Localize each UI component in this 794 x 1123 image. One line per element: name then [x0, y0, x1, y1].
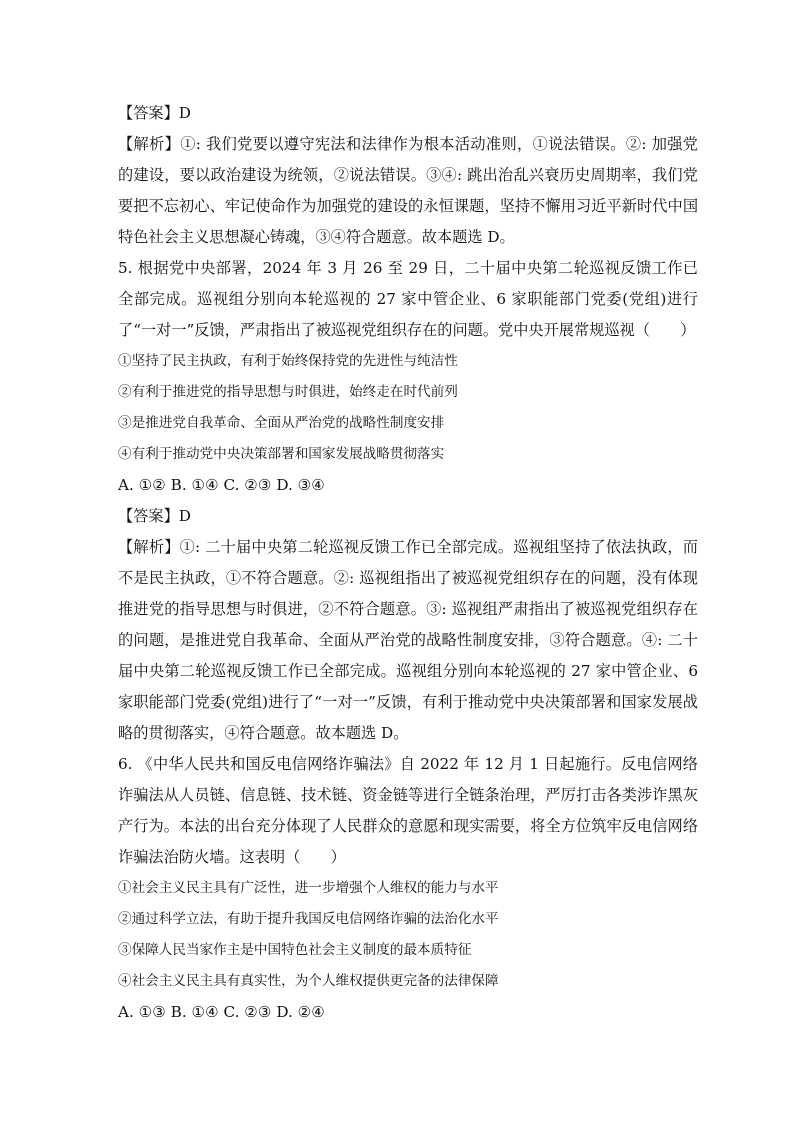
q6-option-2: ②通过科学立法，有助于提升我国反电信网络诈骗的法治化水平	[118, 911, 499, 927]
q5-option-1: ①坚持了民主执政，有利于始终保持党的先进性与纯洁性	[118, 353, 458, 369]
q5-stem: 5. 根据党中央部署，2024 年 3 月 26 至 29 日，二十届中央第二轮巡视反馈工作已全部完成。巡视组分别向本轮巡视的 27 家中管企业、6 家职能部门党委(党组)进行了“一对一”反馈，严肃指出了被巡视党组织存在的问题。党中央开展常规巡视（ ）	[118, 259, 698, 339]
document-page	[118, 98, 698, 1028]
q5-answer: 【答案】D	[118, 507, 191, 525]
q4-analysis: 【解析】①: 我们党要以遵守宪法和法律作为根本活动准则，①说法错误。②: 加强党的建设，要以政治建设为统领，②说法错误。③④: 跳出治乱兴衰历史周期率，我们党要把不忘初心、牢记使命作为加强党的建设的永恒课题，坚持不懈用习近平新时代中国特色社会主义思想凝心铸魂，③④符合题意。故本题选 D。	[118, 135, 698, 246]
q5-choices: A. ①② B. ①④ C. ②③ D. ③④	[118, 476, 325, 494]
q6-choices: A. ①③ B. ①④ C. ②③ D. ②④	[118, 1003, 325, 1021]
q6-option-1: ①社会主义民主具有广泛性，进一步增强个人维权的能力与水平	[118, 880, 499, 896]
q6-option-3: ③保障人民当家作主是中国特色社会主义制度的最本质特征	[118, 942, 472, 958]
q5-option-2: ②有利于推进党的指导思想与时俱进，始终走在时代前列	[118, 384, 458, 400]
q5-option-3: ③是推进党自我革命、全面从严治党的战略性制度安排	[118, 415, 445, 431]
q5-analysis: 【解析】①: 二十届中央第二轮巡视反馈工作已全部完成。巡视组坚持了依法执政，而不是民主执政，①不符合题意。②: 巡视组指出了被巡视党组织存在的问题，没有体现推进党的指导思想与时俱进，②不符合题意。③: 巡视组严肃指出了被巡视党组织存在的问题，是推进党自我革命、全面从严治党的战略性制度安排，③符合题意。④: 二十届中央第二轮巡视反馈工作已全部完成。巡视组分别向本轮巡视的 27 家中管企业、6 家职能部门党委(党组)进行了“一对一”反馈，有利于推动党中央决策部署和国家发展战略的贯彻落实，④符合题意。故本题选 D。	[118, 538, 698, 742]
q4-answer: 【答案】D	[118, 104, 191, 122]
q6-option-4: ④社会主义民主具有真实性，为个人维权提供更完备的法律保障	[118, 973, 499, 989]
q5-option-4: ④有利于推动党中央决策部署和国家发展战略贯彻落实	[118, 446, 445, 462]
q6-stem: 6. 《中华人民共和国反电信网络诈骗法》自 2022 年 12 月 1 日起施行。反电信网络诈骗法从人员链、信息链、技术链、资金链等进行全链条治理，严厉打击各类涉诈黑灰产行为。本法的出台充分体现了人民群众的意愿和现实需要，将全方位筑牢反电信网络诈骗法治防火墙。这表明（ ）	[118, 755, 698, 866]
